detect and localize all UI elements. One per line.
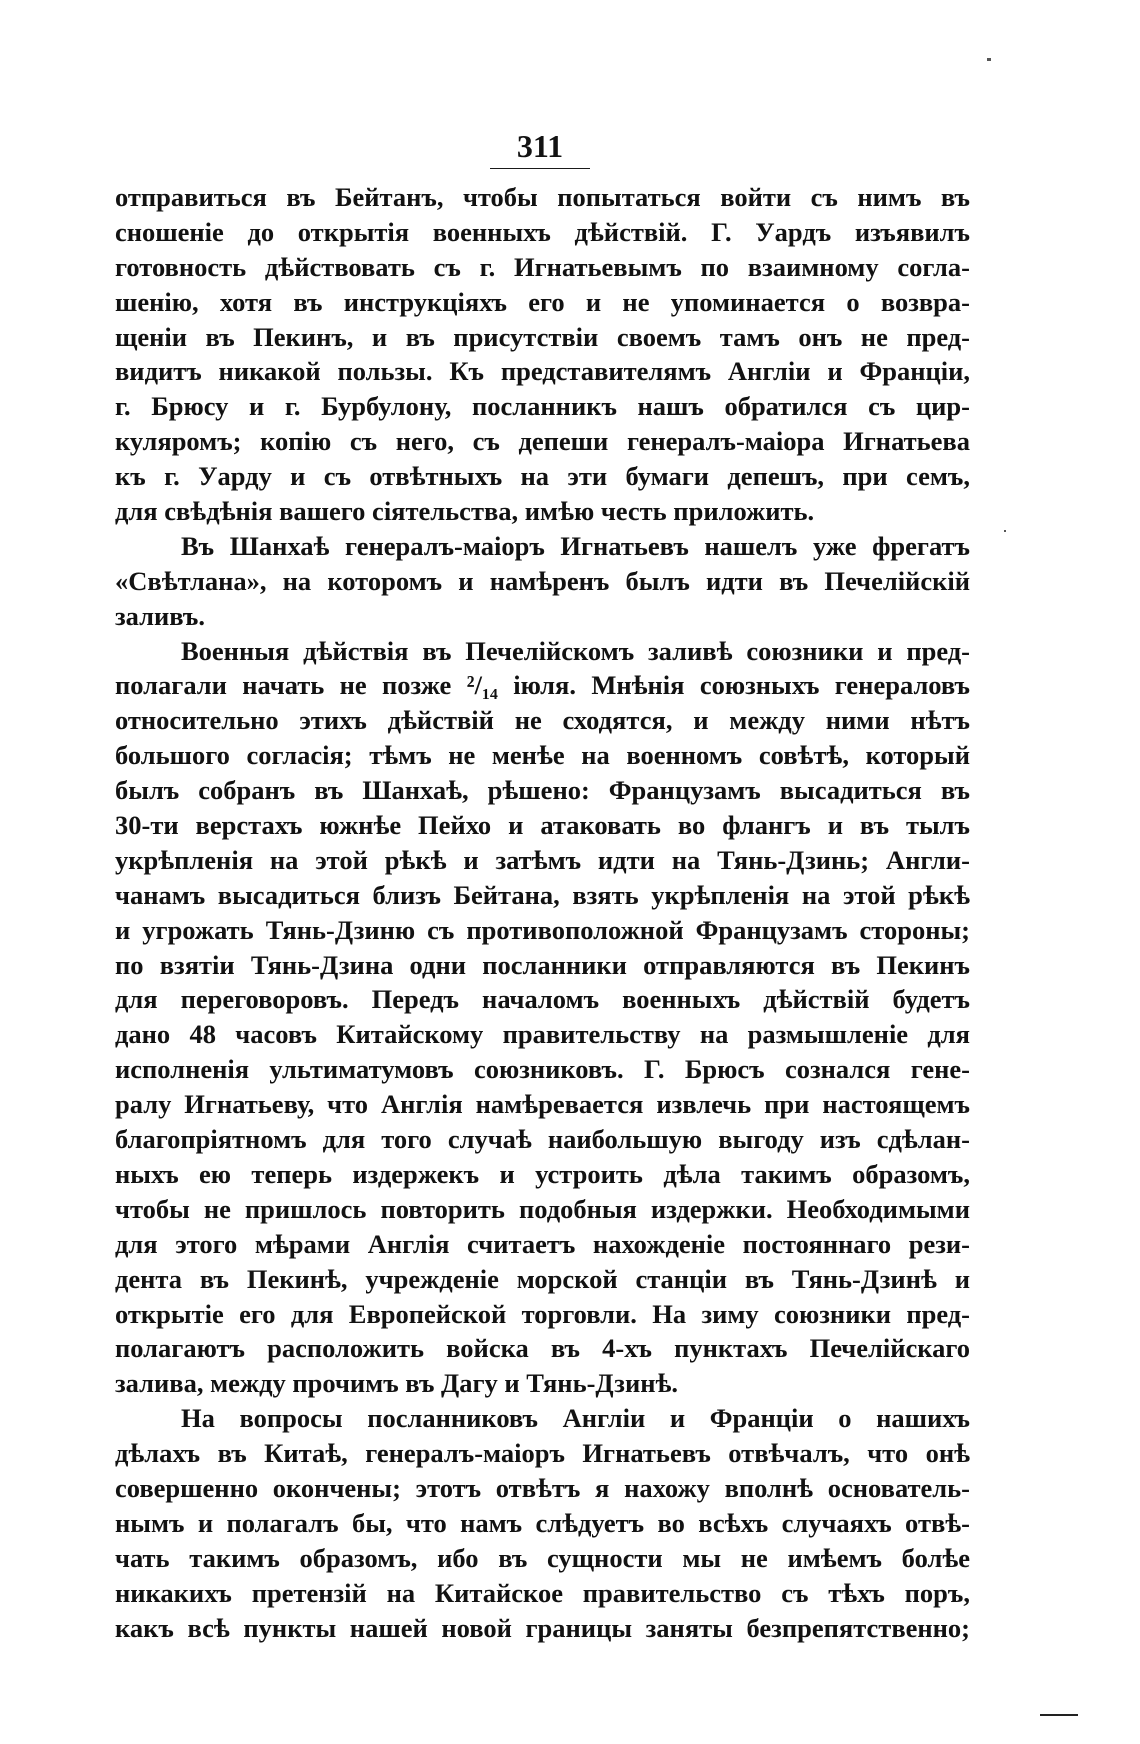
text-line: нымъ и полагалъ бы, что намъ слѣдуетъ во всѣхъ случаяхъ отвѣ- [115, 1507, 970, 1538]
text-line: какъ всѣ пункты нашей новой границы заняты безпрепятственно; [115, 1612, 970, 1643]
text-line: Военныя дѣйствія въ Печелійскомъ заливѣ союзники и пред- [181, 635, 970, 666]
body-text [115, 180, 970, 1645]
text-line: щеніи въ Пекинъ, и въ присутствіи своемъ тамъ онъ не пред- [115, 321, 970, 352]
text-line: къ г. Уарду и съ отвѣтныхъ на эти бумаги депешъ, при семъ, [115, 461, 970, 492]
text-line: открытіе его для Европейской торговли. На зиму союзники пред- [115, 1298, 970, 1329]
text-line: сношеніе до открытія военныхъ дѣйствій. Г. Уардъ изъявилъ [115, 216, 970, 247]
text-line: чтобы не пришлось повторить подобныя издержки. Необходимыми [115, 1193, 970, 1224]
scan-speck [1004, 530, 1006, 532]
text-line: чанамъ высадиться близъ Бейтана, взять укрѣпленія на этой рѣкѣ [115, 879, 970, 910]
text-line: дано 48 часовъ Китайскому правительству на размышленіе для [115, 1019, 970, 1050]
text-line: никакихъ претензій на Китайское правительство съ тѣхъ поръ, [115, 1577, 970, 1608]
text-line: 30-ти верстахъ южнѣе Пейхо и атаковать во флангъ и въ тылъ [115, 810, 970, 841]
text-line: для свѣдѣнія вашего сіятельства, имѣю честь приложить. [115, 496, 815, 527]
text-line: полагали начать не позже ²/₁₄ іюля. Мнѣнія союзныхъ генераловъ [115, 670, 970, 701]
text-line: былъ собранъ въ Шанхаѣ, рѣшено: Французамъ высадиться въ [115, 775, 970, 806]
text-line: Въ Шанхаѣ генералъ-маіоръ Игнатьевъ нашелъ уже фрегатъ [181, 530, 970, 561]
text-line: заливъ. [115, 600, 205, 631]
text-line: ралу Игнатьеву, что Англія намѣревается извлечь при настоящемъ [115, 1089, 970, 1120]
text-line: залива, между прочимъ въ Дагу и Тянь-Дзинѣ. [115, 1368, 679, 1399]
text-line: для переговоровъ. Передъ началомъ военныхъ дѣйствій будетъ [115, 984, 970, 1015]
text-line: совершенно окончены; этотъ отвѣтъ я нахожу вполнѣ основатель- [115, 1472, 970, 1503]
text-line: куляромъ; копію съ него, съ депеши генералъ-маіора Игнатьева [115, 426, 970, 457]
text-line: шенію, хотя въ инструкціяхъ его и не упоминается о возвра- [115, 286, 970, 317]
page-number: 311 [516, 128, 564, 164]
text-line: большого согласія; тѣмъ не менѣе на военномъ совѣтѣ, который [115, 740, 970, 771]
text-line: чать такимъ образомъ, ибо въ сущности мы не имѣемъ болѣе [115, 1542, 970, 1573]
text-line: г. Брюсу и г. Бурбулону, посланникъ нашъ обратился съ цир- [115, 391, 970, 422]
text-line: отправиться въ Бейтанъ, чтобы попытаться войти съ нимъ въ [115, 182, 970, 212]
text-line: дѣлахъ въ Китаѣ, генералъ-маіоръ Игнатьевъ отвѣчалъ, что онѣ [115, 1438, 970, 1469]
text-line: и угрожать Тянь-Дзиню съ противоположной Французамъ стороны; [115, 914, 970, 945]
margin-rule [1040, 1714, 1078, 1716]
text-line: На вопросы посланниковъ Англіи и Франціи о нашихъ [181, 1403, 970, 1434]
text-line: видитъ никакой пользы. Къ представителямъ Англіи и Франціи, [115, 356, 970, 387]
text-line: по взятіи Тянь-Дзина одни посланники отправляются въ Пекинъ [115, 949, 970, 980]
text-line: исполненія ультиматумовъ союзниковъ. Г. Брюсъ сознался гене- [115, 1054, 970, 1085]
text-line: ныхъ ею теперь издержекъ и устроить дѣла такимъ образомъ, [115, 1158, 970, 1189]
text-line: укрѣпленія на этой рѣкѣ и затѣмъ идти на Тянь-Дзинь; Англи- [115, 844, 970, 875]
text-line: полагаютъ расположить войска въ 4-хъ пунктахъ Печелійскаго [115, 1333, 970, 1364]
text-line: «Свѣтлана», на которомъ и намѣренъ былъ идти въ Печелійскій [115, 565, 970, 596]
text-line: готовность дѣйствовать съ г. Игнатьевымъ по взаимному согла- [115, 251, 970, 282]
text-line: благопріятномъ для того случаѣ наибольшую выгоду изъ сдѣлан- [115, 1124, 970, 1155]
text-line: относительно этихъ дѣйствій не сходятся, и между ними нѣтъ [115, 705, 970, 736]
page-number-rule [490, 168, 590, 169]
text-line: для этого мѣрами Англія считаетъ нахожденіе постояннаго рези- [115, 1228, 970, 1259]
text-line: дента въ Пекинѣ, учрежденіе морской станціи въ Тянь-Дзинѣ и [115, 1263, 970, 1294]
scan-speck [987, 58, 991, 61]
